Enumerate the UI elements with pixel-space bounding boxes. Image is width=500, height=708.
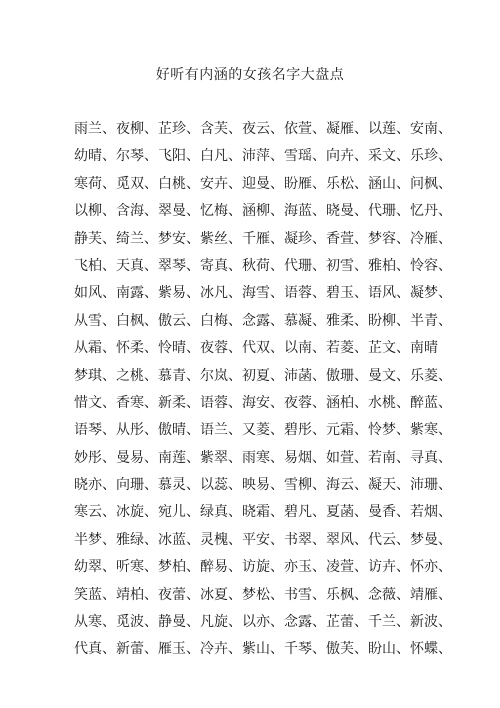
- names-row: 半梦、雅绿、冰蓝、灵槐、平安、书翠、翠风、代云、梦曼、: [74, 531, 452, 548]
- names-row: 幼翠、听寒、梦柏、醉易、访旋、亦玉、凌萱、访卉、怀亦、: [74, 559, 452, 576]
- names-row: 笑蓝、靖柏、夜蕾、冰夏、梦松、书雪、乐枫、念薇、靖雁、: [74, 586, 452, 603]
- names-row: 寒荷、觅双、白桃、安卉、迎曼、盼雁、乐松、涵山、问枫、: [74, 175, 452, 192]
- names-row: 静芙、绮兰、梦安、紫丝、千雁、凝珍、香萱、梦容、冷雁、: [74, 230, 452, 247]
- names-row: 从雪、白枫、傲云、白梅、念露、慕凝、雅柔、盼柳、半青、: [74, 312, 452, 329]
- names-row: 以柳、含海、翠曼、忆梅、涵柳、海蓝、晓曼、代珊、忆丹、: [74, 203, 452, 220]
- names-row: 梦琪、之桃、慕青、尔岚、初夏、沛菡、傲珊、曼文、乐菱、: [74, 367, 452, 384]
- names-row: 妙彤、曼易、南莲、紫翠、雨寒、易烟、如萱、若南、寻真、: [74, 449, 452, 466]
- names-row: 语琴、从彤、傲晴、语兰、又菱、碧彤、元霜、怜梦、紫寒、: [74, 422, 452, 439]
- names-row: 寒云、冰旋、宛儿、绿真、晓霜、碧凡、夏菡、曼香、若烟、: [74, 504, 452, 521]
- names-row: 雨兰、夜柳、芷珍、含芙、夜云、依萱、凝雁、以莲、安南、: [74, 121, 452, 137]
- names-row: 如风、南露、紫易、冰凡、海雪、语蓉、碧玉、语风、凝梦、: [74, 285, 452, 302]
- page-title: 好听有内涵的女孩名字大盘点: [155, 67, 345, 83]
- names-row: 从霜、怀柔、怜晴、夜蓉、代双、以南、若菱、芷文、南晴: [74, 340, 438, 357]
- names-row: 幼晴、尔琴、飞阳、白凡、沛萍、雪瑶、向卉、采文、乐珍、: [74, 148, 452, 165]
- names-row: 代真、新蕾、雁玉、冷卉、紫山、千琴、傲芙、盼山、怀蝶、: [74, 641, 452, 658]
- names-list: [74, 116, 454, 664]
- names-row: 晓亦、向珊、慕灵、以蕊、映易、雪柳、海云、凝天、沛珊、: [74, 477, 452, 494]
- names-row: 从寒、觅波、静曼、凡旋、以亦、念露、芷蕾、千兰、新波、: [74, 614, 452, 631]
- names-row: 惜文、香寒、新柔、语蓉、海安、夜蓉、涵柏、水桃、醉蓝、: [74, 394, 452, 411]
- names-row: 飞柏、天真、翠琴、寄真、秋荷、代珊、初雪、雅柏、怜容、: [74, 257, 452, 274]
